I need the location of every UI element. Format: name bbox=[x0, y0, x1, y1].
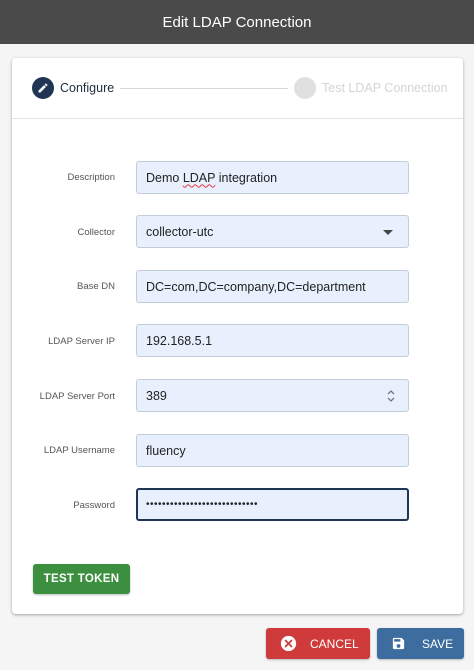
step-test-connection-indicator[interactable] bbox=[294, 77, 316, 99]
username-value: fluency bbox=[146, 443, 186, 458]
save-button[interactable] bbox=[377, 628, 464, 659]
server-ip-field[interactable] bbox=[136, 324, 409, 357]
cancel-button-label: CANCEL bbox=[310, 636, 359, 651]
dialog-title-bar bbox=[0, 0, 474, 44]
server-ip-label: LDAP Server IP bbox=[48, 336, 115, 347]
step-configure-label[interactable]: Configure bbox=[60, 81, 115, 95]
password-field[interactable] bbox=[136, 488, 409, 521]
collector-label: Collector bbox=[77, 227, 115, 238]
stepper bbox=[12, 58, 463, 119]
caret-down-icon[interactable] bbox=[383, 230, 393, 235]
pencil-icon bbox=[37, 82, 49, 94]
password-value: •••••••••••••••••••••••••••• bbox=[146, 499, 259, 510]
server-ip-value: 192.168.5.1 bbox=[146, 333, 213, 348]
cancel-button[interactable] bbox=[266, 628, 370, 659]
base-dn-value: DC=com,DC=company,DC=department bbox=[146, 279, 366, 294]
description-label: Description bbox=[67, 172, 115, 183]
stepper-connector bbox=[120, 88, 288, 89]
base-dn-field[interactable] bbox=[136, 270, 409, 303]
username-label: LDAP Username bbox=[43, 445, 115, 456]
floppy-disk-icon bbox=[391, 636, 406, 651]
step-test-connection-label[interactable]: Test LDAP Connection bbox=[322, 81, 448, 95]
step-configure-indicator[interactable] bbox=[32, 77, 54, 99]
collector-value: collector-utc bbox=[146, 224, 214, 239]
save-button-label: SAVE bbox=[422, 636, 454, 651]
username-field[interactable] bbox=[136, 434, 409, 467]
description-value: Demo LDAP integration bbox=[146, 170, 278, 185]
test-token-button[interactable]: TEST TOKEN bbox=[33, 564, 130, 594]
dialog-title: Edit LDAP Connection bbox=[162, 13, 312, 31]
server-port-label: LDAP Server Port bbox=[39, 391, 115, 402]
server-port-value: 389 bbox=[146, 388, 167, 403]
server-port-field[interactable] bbox=[136, 379, 409, 412]
password-label: Password bbox=[73, 500, 115, 511]
description-field[interactable] bbox=[136, 161, 409, 194]
form-card bbox=[12, 58, 463, 614]
base-dn-label: Base DN bbox=[76, 281, 115, 292]
number-stepper-icon[interactable] bbox=[386, 388, 396, 404]
close-circle-icon bbox=[280, 635, 297, 652]
collector-select[interactable] bbox=[136, 215, 409, 248]
